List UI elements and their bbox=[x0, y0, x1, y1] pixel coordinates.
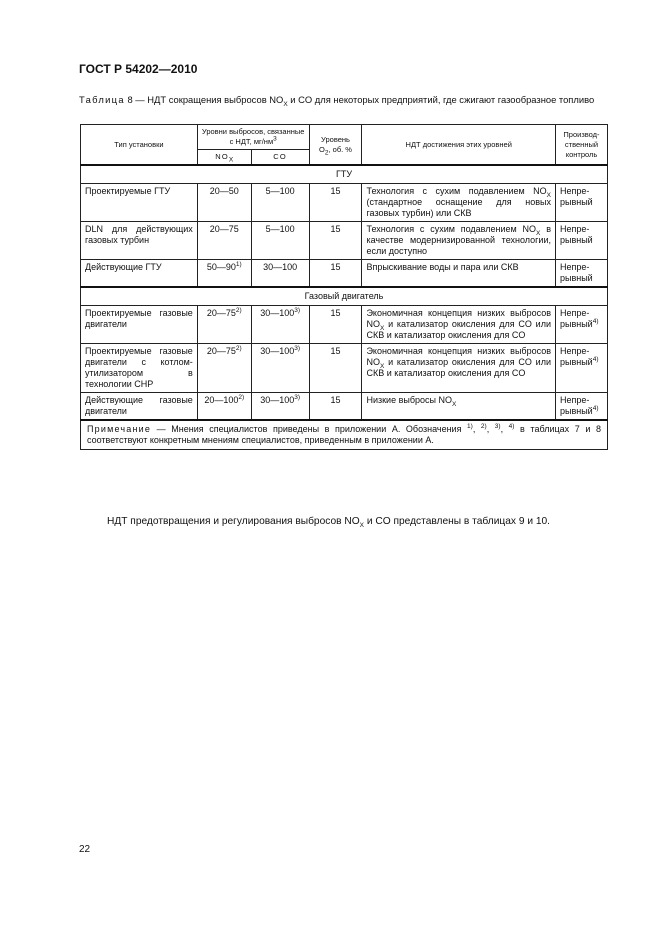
table-body bbox=[81, 165, 608, 450]
caption-label: Таблица bbox=[79, 94, 125, 105]
cell-nox: 50—90$^{1)}$ bbox=[197, 260, 251, 288]
cell-bat: Экономичная концепция низких выбросов $NO_X$ и катализатор окисления для CO или СКВ и катализатор окисления для CO bbox=[362, 344, 556, 393]
cell-o2: 15 bbox=[309, 184, 362, 222]
cell-monitoring: Непре- рывный bbox=[555, 222, 607, 260]
cell-o2: 15 bbox=[309, 222, 362, 260]
col-header-bat: НДТ достижения этих уровней bbox=[362, 125, 556, 166]
cell-o2: 15 bbox=[309, 306, 362, 344]
note-row bbox=[81, 420, 608, 450]
cell-type: Проектируемые ГТУ bbox=[81, 184, 198, 222]
cell-monitoring: Непре- рывный bbox=[555, 260, 607, 288]
col-header-levels: Уровни выбросов, связанные с НДТ, $мг/нм^3$ bbox=[197, 125, 309, 150]
table-row bbox=[81, 222, 608, 260]
cell-type: Действующие ГТУ bbox=[81, 260, 198, 288]
table-8 bbox=[80, 124, 608, 450]
cell-bat: Технология с сухим подавлением $NO_X$ в качестве модернизированной технологии, если доступно bbox=[362, 222, 556, 260]
cell-o2: 15 bbox=[309, 260, 362, 288]
table-note: Примечание — Мнения специалистов приведены в приложении А. Обозначения $^{1)}$, $^{2)}$, $^{3)}$, $^{4)}$ в таблицах 7 и 8 соответствуют конкретным мнениям специалистов, приведенным в приложении А. bbox=[81, 420, 608, 450]
cell-nox: 20—50 bbox=[197, 184, 251, 222]
table-row bbox=[81, 344, 608, 393]
cell-bat: Низкие выбросы $NO_X$ bbox=[362, 393, 556, 421]
cell-nox: 20—75$^{2)}$ bbox=[197, 306, 251, 344]
cell-co: 5—100 bbox=[251, 184, 309, 222]
cell-bat: Технология с сухим подавлением $NO_X$ (стандартное оснащение для новых газовых турбин) или СКВ bbox=[362, 184, 556, 222]
document-header: ГОСТ Р 54202—2010 bbox=[79, 62, 198, 76]
bottom-paragraph: НДТ предотвращения и регулирования выбросов $NO_X$ и CO представлены в таблицах 9 и 10. bbox=[107, 516, 551, 530]
cell-monitoring: Непре- рывный$^{4)}$ bbox=[555, 393, 607, 421]
cell-o2: 15 bbox=[309, 393, 362, 421]
group-title: Газовый двигатель bbox=[81, 287, 608, 306]
col-header-o2: Уровень $O_2$, об. % bbox=[309, 125, 362, 166]
caption-text-after: и CO для некоторых предприятий, где сжигают газообразное топливо bbox=[287, 94, 595, 105]
group-row bbox=[81, 165, 608, 184]
caption-sub: X bbox=[283, 100, 288, 108]
table-row bbox=[81, 260, 608, 288]
group-row bbox=[81, 287, 608, 306]
cell-type: DLN для действующих газовых турбин bbox=[81, 222, 198, 260]
table-row bbox=[81, 306, 608, 344]
table-caption bbox=[79, 94, 599, 108]
cell-monitoring: Непре- рывный$^{4)}$ bbox=[555, 344, 607, 393]
cell-monitoring: Непре- рывный bbox=[555, 184, 607, 222]
cell-co: 30—100 bbox=[251, 260, 309, 288]
table-row bbox=[81, 184, 608, 222]
cell-bat: Впрыскивание воды и пара или СКВ bbox=[362, 260, 556, 288]
table-row bbox=[81, 393, 608, 421]
cell-type: Действующие газовые двигатели bbox=[81, 393, 198, 421]
cell-co: 5—100 bbox=[251, 222, 309, 260]
cell-co: 30—100$^{3)}$ bbox=[251, 344, 309, 393]
cell-o2: 15 bbox=[309, 344, 362, 393]
caption-text-before: 8 — НДТ сокращения выбросов NO bbox=[124, 94, 284, 105]
col-header-type: Тип установки bbox=[81, 125, 198, 166]
cell-nox: 20—75$^{2)}$ bbox=[197, 344, 251, 393]
col-header-monitoring: Производ- ственный контроль bbox=[555, 125, 607, 166]
cell-nox: 20—100$^{2)}$ bbox=[197, 393, 251, 421]
cell-co: 30—100$^{3)}$ bbox=[251, 393, 309, 421]
page-number: 22 bbox=[79, 844, 91, 855]
col-header-nox: $NO_X$ bbox=[197, 150, 251, 166]
cell-nox: 20—75 bbox=[197, 222, 251, 260]
cell-type: Проектируемые газовые двигатели с котлом-утилизатором в технологии CHP bbox=[81, 344, 198, 393]
cell-monitoring: Непре- рывный$^{4)}$ bbox=[555, 306, 607, 344]
cell-bat: Экономичная концепция низких выбросов $NO_X$ и катализатор окисления для CO или СКВ и катализатор окисления для CO bbox=[362, 306, 556, 344]
col-header-co: CO bbox=[251, 150, 309, 166]
cell-type: Проектируемые газовые двигатели bbox=[81, 306, 198, 344]
group-title: ГТУ bbox=[81, 165, 608, 184]
cell-co: 30—100$^{3)}$ bbox=[251, 306, 309, 344]
